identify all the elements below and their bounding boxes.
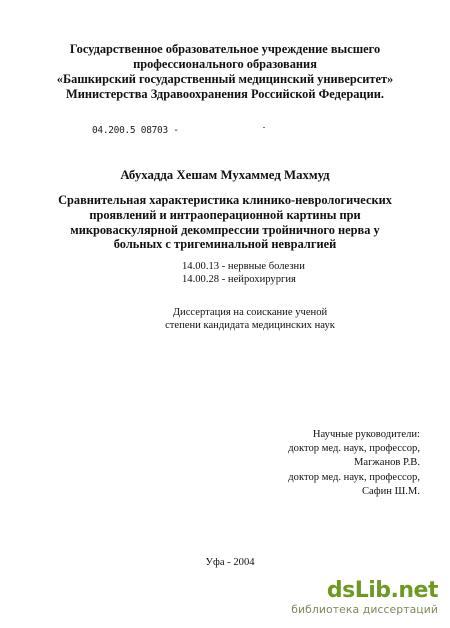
- watermark-logo[interactable]: dsLib.net: [326, 578, 438, 603]
- institution-line: Государственное образовательное учреждение высшего: [69, 42, 381, 56]
- title-line: больных с тригеминальной невралгией: [113, 237, 337, 252]
- supervisors-heading: Научные руководители:: [312, 429, 420, 440]
- degree-line: степени кандидата медицинских наук: [165, 320, 335, 331]
- institution-line: профессионального образования: [133, 57, 317, 71]
- dslib-watermark[interactable]: [291, 580, 438, 616]
- specialty-item: 14.00.13 - нервные болезни: [182, 261, 305, 272]
- dissertation-title: [40, 193, 410, 252]
- title-line: Сравнительная характеристика клинико-неврологических: [58, 193, 392, 207]
- institution-line: Министерства Здравоохранения Российской Федерации.: [66, 87, 384, 101]
- document-number-stamp: 04.200.5 08703 -: [92, 125, 179, 136]
- watermark-subtitle: библиотека диссертаций: [291, 603, 438, 616]
- title-line: проявлений и интраоперационной картины при: [89, 207, 361, 222]
- institution-header: [40, 42, 410, 102]
- author-name: Абухадда Хешам Мухаммед Махмуд: [120, 168, 330, 182]
- specialty-item: 14.00.28 - нейрохирургия: [182, 274, 296, 285]
- degree-statement: [120, 306, 380, 332]
- scan-speck: [263, 127, 265, 128]
- supervisors-block: [288, 428, 420, 499]
- supervisor-degree: доктор мед. наук, профессор,: [288, 443, 420, 455]
- supervisor-name: Магжанов Р.В.: [353, 457, 420, 469]
- institution-line: «Башкирский государственный медицинский университет»: [56, 72, 394, 86]
- supervisor-name: Сафин Ш.М.: [361, 485, 420, 497]
- city-year: Уфа - 2004: [205, 557, 255, 568]
- degree-line: Диссертация на соискание ученой: [172, 307, 328, 318]
- title-line: микроваскулярной декомпрессии тройничного нерва у: [70, 222, 380, 237]
- specialty-codes: [182, 260, 305, 286]
- supervisor-degree: доктор мед. наук, профессор,: [288, 471, 420, 483]
